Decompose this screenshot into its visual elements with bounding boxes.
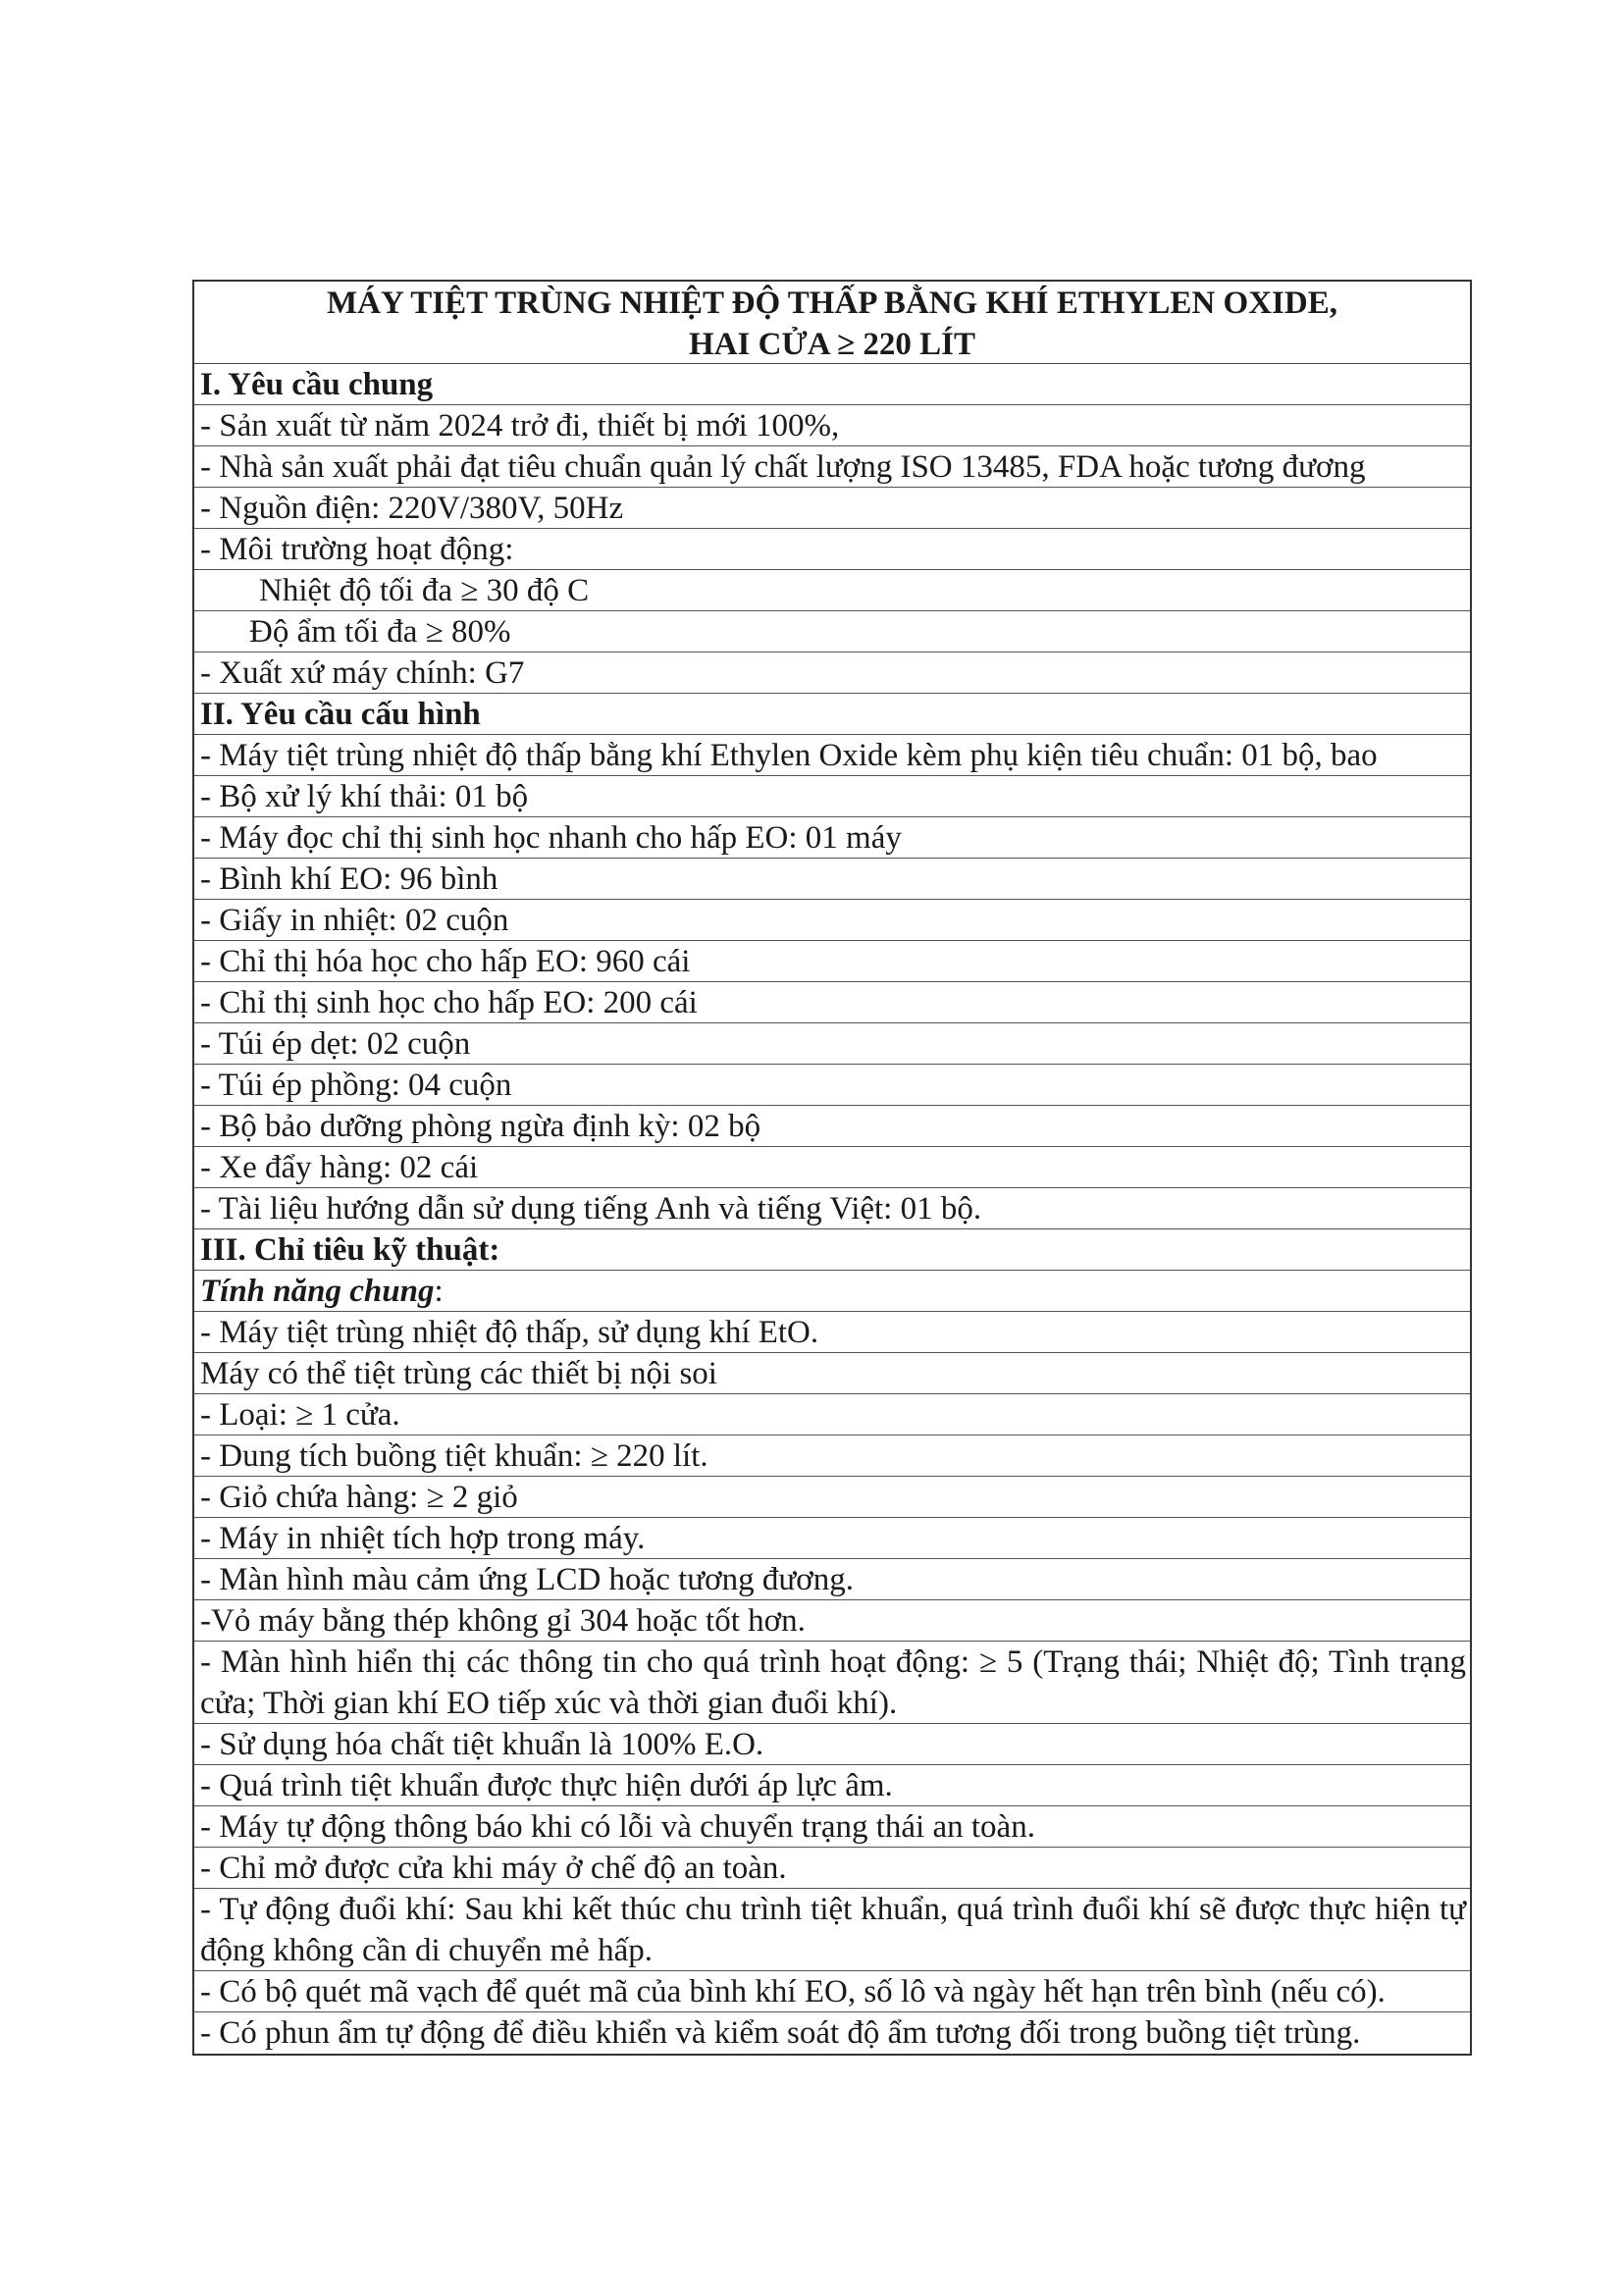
- technical-item: - Có bộ quét mã vạch để quét mã của bình khí EO, số lô và ngày hết hạn trên bình (nếu có).: [194, 1971, 1470, 2012]
- technical-item: - Loại: ≥ 1 cửa.: [194, 1394, 1470, 1435]
- technical-item: Máy có thể tiệt trùng các thiết bị nội soi: [194, 1353, 1470, 1394]
- title-line-2: HAI CỬA ≥ 220 LÍT: [689, 327, 975, 362]
- technical-item: - Máy in nhiệt tích hợp trong máy.: [194, 1518, 1470, 1559]
- configuration-item: - Xe đẩy hàng: 02 cái: [194, 1147, 1470, 1188]
- general-item: - Xuất xứ máy chính: G7: [194, 652, 1470, 694]
- subheading-colon: :: [434, 1274, 444, 1309]
- spec-table: [192, 280, 1472, 2056]
- configuration-item: - Bộ xử lý khí thải: 01 bộ: [194, 776, 1470, 817]
- title-line-1: MÁY TIỆT TRÙNG NHIỆT ĐỘ THẤP BẰNG KHÍ ETHYLEN OXIDE,: [327, 286, 1337, 321]
- configuration-item: - Bình khí EO: 96 bình: [194, 859, 1470, 900]
- configuration-item: - Máy tiệt trùng nhiệt độ thấp bằng khí Ethylen Oxide kèm phụ kiện tiêu chuẩn: 01 bộ, bao: [194, 735, 1470, 776]
- configuration-item: - Máy đọc chỉ thị sinh học nhanh cho hấp EO: 01 máy: [194, 817, 1470, 859]
- configuration-item: - Giấy in nhiệt: 02 cuộn: [194, 900, 1470, 941]
- subheading-label: Tính năng chung: [200, 1274, 435, 1309]
- configuration-item: - Túi ép dẹt: 02 cuộn: [194, 1023, 1470, 1065]
- general-item: - Môi trường hoạt động:: [194, 529, 1470, 570]
- general-item-temperature: Nhiệt độ tối đa ≥ 30 độ C: [194, 570, 1470, 611]
- technical-item-display-info: - Màn hình hiển thị các thông tin cho quá trình hoạt động: ≥ 5 (Trạng thái; Nhiệt độ; Tình trạng cửa; Thời gian khí EO tiếp xúc và thời gian đuổi khí).: [194, 1642, 1470, 1724]
- technical-item: -Vỏ máy bằng thép không gỉ 304 hoặc tốt hơn.: [194, 1600, 1470, 1642]
- general-item-humidity: Độ ẩm tối đa ≥ 80%: [194, 611, 1470, 652]
- technical-item: - Dung tích buồng tiệt khuẩn: ≥ 220 lít.: [194, 1435, 1470, 1477]
- configuration-item: - Tài liệu hướng dẫn sử dụng tiếng Anh và tiếng Việt: 01 bộ.: [194, 1188, 1470, 1229]
- technical-item: - Máy tiệt trùng nhiệt độ thấp, sử dụng khí EtO.: [194, 1312, 1470, 1353]
- general-item: - Nguồn điện: 220V/380V, 50Hz: [194, 488, 1470, 529]
- document-title: [194, 282, 1470, 364]
- technical-item: - Máy tự động thông báo khi có lỗi và chuyển trạng thái an toàn.: [194, 1806, 1470, 1848]
- subheading-general-features: [194, 1271, 1470, 1312]
- section-heading-configuration: II. Yêu cầu cấu hình: [194, 694, 1470, 735]
- technical-item: - Sử dụng hóa chất tiệt khuẩn là 100% E.O.: [194, 1724, 1470, 1765]
- section-heading-general: I. Yêu cầu chung: [194, 364, 1470, 405]
- technical-item: - Màn hình màu cảm ứng LCD hoặc tương đương.: [194, 1559, 1470, 1600]
- configuration-item: - Túi ép phồng: 04 cuộn: [194, 1065, 1470, 1106]
- technical-item: - Chỉ mở được cửa khi máy ở chế độ an toàn.: [194, 1848, 1470, 1889]
- configuration-item: - Chỉ thị hóa học cho hấp EO: 960 cái: [194, 941, 1470, 982]
- configuration-item: - Chỉ thị sinh học cho hấp EO: 200 cái: [194, 982, 1470, 1023]
- general-item: - Sản xuất từ năm 2024 trở đi, thiết bị mới 100%,: [194, 405, 1470, 446]
- configuration-item: - Bộ bảo dưỡng phòng ngừa định kỳ: 02 bộ: [194, 1106, 1470, 1147]
- technical-item: - Giỏ chứa hàng: ≥ 2 giỏ: [194, 1477, 1470, 1518]
- section-heading-technical: III. Chỉ tiêu kỹ thuật:: [194, 1229, 1470, 1271]
- technical-item: - Có phun ẩm tự động để điều khiển và kiểm soát độ ẩm tương đối trong buồng tiệt trùng.: [200, 2015, 1361, 2051]
- general-item: - Nhà sản xuất phải đạt tiêu chuẩn quản lý chất lượng ISO 13485, FDA hoặc tương đương: [194, 446, 1470, 488]
- technical-item: - Quá trình tiệt khuẩn được thực hiện dưới áp lực âm.: [194, 1765, 1470, 1806]
- technical-item-auto-aeration: - Tự động đuổi khí: Sau khi kết thúc chu trình tiệt khuẩn, quá trình đuổi khí sẽ được thực hiện tự động không cần di chuyển mẻ hấp.: [194, 1889, 1470, 1971]
